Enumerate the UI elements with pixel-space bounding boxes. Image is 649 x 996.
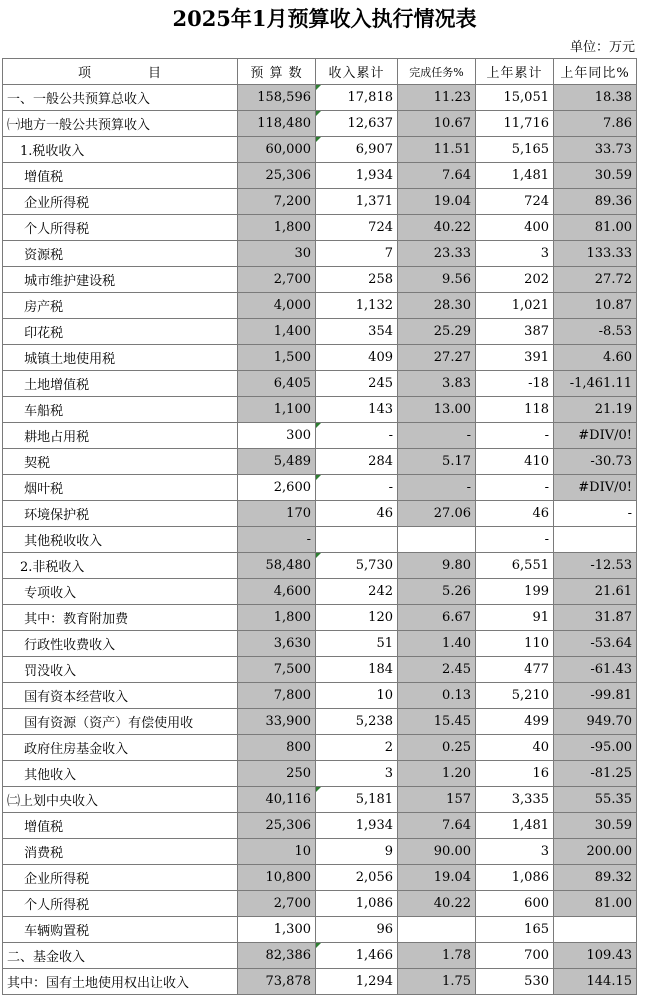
header-last-year: 上年累计: [476, 59, 554, 85]
row-last-year: -18: [476, 371, 554, 397]
row-budget: 60,000: [238, 137, 316, 163]
row-name: 罚没收入: [3, 657, 238, 683]
row-completion: 7.64: [398, 813, 476, 839]
row-last-year: 1,481: [476, 813, 554, 839]
row-budget: 158,596: [238, 85, 316, 111]
header-item: 项 目: [3, 59, 238, 85]
row-name: 专项收入: [3, 579, 238, 605]
row-cumulative: 2,056: [316, 865, 398, 891]
row-yoy: 144.15: [554, 969, 637, 995]
row-last-year: 6,551: [476, 553, 554, 579]
row-cumulative: 258: [316, 267, 398, 293]
table-row: [3, 579, 637, 605]
row-yoy: 109.43: [554, 943, 637, 969]
row-completion: 27.06: [398, 501, 476, 527]
row-last-year: 1,021: [476, 293, 554, 319]
row-last-year: 199: [476, 579, 554, 605]
row-completion: [398, 527, 476, 553]
row-budget: 25,306: [238, 163, 316, 189]
row-name: 城市维护建设税: [3, 267, 238, 293]
row-budget: -: [238, 527, 316, 553]
row-name: 其他税收收入: [3, 527, 238, 553]
row-cumulative: 10: [316, 683, 398, 709]
row-completion: 19.04: [398, 865, 476, 891]
row-yoy: 81.00: [554, 215, 637, 241]
row-name: 个人所得税: [3, 215, 238, 241]
row-budget: 1,400: [238, 319, 316, 345]
table-row: [3, 839, 637, 865]
header-yoy: 上年同比%: [554, 59, 637, 85]
table-row: [3, 891, 637, 917]
row-last-year: 600: [476, 891, 554, 917]
row-completion: 2.45: [398, 657, 476, 683]
table-row: [3, 345, 637, 371]
row-cumulative: 5,181: [316, 787, 398, 813]
table-row: [3, 449, 637, 475]
row-cumulative: 1,294: [316, 969, 398, 995]
row-cumulative: 143: [316, 397, 398, 423]
row-name: 2.非税收入: [3, 553, 238, 579]
budget-table: [2, 58, 637, 995]
row-yoy: 30.59: [554, 163, 637, 189]
row-cumulative: 12,637: [316, 111, 398, 137]
row-yoy: 21.19: [554, 397, 637, 423]
row-cumulative: 3: [316, 761, 398, 787]
row-cumulative: 184: [316, 657, 398, 683]
row-cumulative: 354: [316, 319, 398, 345]
row-completion: 10.67: [398, 111, 476, 137]
row-completion: 40.22: [398, 891, 476, 917]
table-row: [3, 813, 637, 839]
row-budget: 30: [238, 241, 316, 267]
row-budget: 800: [238, 735, 316, 761]
row-completion: 9.56: [398, 267, 476, 293]
row-cumulative: 2: [316, 735, 398, 761]
row-last-year: -: [476, 423, 554, 449]
row-name: 1.税收收入: [3, 137, 238, 163]
row-name: 增值税: [3, 163, 238, 189]
row-budget: 25,306: [238, 813, 316, 839]
row-name: 城镇土地使用税: [3, 345, 238, 371]
row-completion: 157: [398, 787, 476, 813]
row-last-year: 410: [476, 449, 554, 475]
table-row: [3, 657, 637, 683]
row-last-year: 110: [476, 631, 554, 657]
row-cumulative: 1,086: [316, 891, 398, 917]
row-yoy: -8.53: [554, 319, 637, 345]
row-completion: 5.17: [398, 449, 476, 475]
row-last-year: 40: [476, 735, 554, 761]
row-budget: 4,000: [238, 293, 316, 319]
row-name: 二、基金收入: [3, 943, 238, 969]
row-name: 一、一般公共预算总收入: [3, 85, 238, 111]
row-yoy: -53.64: [554, 631, 637, 657]
row-name: 国有资源（资产）有偿使用收: [3, 709, 238, 735]
row-completion: 90.00: [398, 839, 476, 865]
table-row: [3, 85, 637, 111]
row-budget: 58,480: [238, 553, 316, 579]
row-yoy: -81.25: [554, 761, 637, 787]
row-yoy: -95.00: [554, 735, 637, 761]
table-row: [3, 865, 637, 891]
row-budget: 7,200: [238, 189, 316, 215]
row-completion: 11.23: [398, 85, 476, 111]
row-budget: 4,600: [238, 579, 316, 605]
table-row: [3, 969, 637, 995]
row-last-year: 15,051: [476, 85, 554, 111]
row-name: 消费税: [3, 839, 238, 865]
row-budget: 1,300: [238, 917, 316, 943]
table-row: [3, 241, 637, 267]
row-budget: 40,116: [238, 787, 316, 813]
row-yoy: 4.60: [554, 345, 637, 371]
row-cumulative: 6,907: [316, 137, 398, 163]
row-name: ㈡上划中央收入: [3, 787, 238, 813]
row-cumulative: 17,818: [316, 85, 398, 111]
row-yoy: -99.81: [554, 683, 637, 709]
row-completion: 28.30: [398, 293, 476, 319]
row-budget: 3,630: [238, 631, 316, 657]
row-last-year: 11,716: [476, 111, 554, 137]
row-last-year: 477: [476, 657, 554, 683]
table-row: [3, 215, 637, 241]
row-completion: 9.80: [398, 553, 476, 579]
row-completion: 11.51: [398, 137, 476, 163]
header-budget: 预 算 数: [238, 59, 316, 85]
row-cumulative: 1,132: [316, 293, 398, 319]
row-yoy: 10.87: [554, 293, 637, 319]
row-budget: 2,600: [238, 475, 316, 501]
table-row: [3, 943, 637, 969]
row-budget: 1,500: [238, 345, 316, 371]
row-cumulative: 51: [316, 631, 398, 657]
row-name: 行政性收费收入: [3, 631, 238, 657]
row-name: 企业所得税: [3, 189, 238, 215]
row-name: 政府住房基金收入: [3, 735, 238, 761]
row-completion: 1.20: [398, 761, 476, 787]
row-completion: -: [398, 423, 476, 449]
table-row: [3, 553, 637, 579]
row-last-year: 400: [476, 215, 554, 241]
row-cumulative: 242: [316, 579, 398, 605]
row-name: 其他收入: [3, 761, 238, 787]
table-row: [3, 371, 637, 397]
row-completion: 15.45: [398, 709, 476, 735]
row-budget: 118,480: [238, 111, 316, 137]
table-row: [3, 397, 637, 423]
table-row: [3, 631, 637, 657]
row-yoy: 949.70: [554, 709, 637, 735]
row-yoy: -30.73: [554, 449, 637, 475]
row-name: 国有资本经营收入: [3, 683, 238, 709]
row-yoy: -: [554, 501, 637, 527]
row-last-year: -: [476, 527, 554, 553]
row-cumulative: 245: [316, 371, 398, 397]
row-cumulative: 1,371: [316, 189, 398, 215]
row-budget: 1,100: [238, 397, 316, 423]
header-cumulative: 收入累计: [316, 59, 398, 85]
row-budget: 10,800: [238, 865, 316, 891]
table-row: [3, 319, 637, 345]
row-last-year: 530: [476, 969, 554, 995]
row-name: 个人所得税: [3, 891, 238, 917]
row-yoy: 33.73: [554, 137, 637, 163]
row-yoy: 200.00: [554, 839, 637, 865]
row-yoy: 7.86: [554, 111, 637, 137]
table-row: [3, 917, 637, 943]
row-cumulative: 409: [316, 345, 398, 371]
row-completion: 25.29: [398, 319, 476, 345]
row-completion: 1.78: [398, 943, 476, 969]
row-completion: 0.13: [398, 683, 476, 709]
row-cumulative: -: [316, 475, 398, 501]
row-yoy: 55.35: [554, 787, 637, 813]
row-last-year: 46: [476, 501, 554, 527]
row-yoy: 27.72: [554, 267, 637, 293]
row-yoy: -1,461.11: [554, 371, 637, 397]
table-row: [3, 163, 637, 189]
row-name: 环境保护税: [3, 501, 238, 527]
row-last-year: -: [476, 475, 554, 501]
row-budget: 1,800: [238, 215, 316, 241]
row-cumulative: 120: [316, 605, 398, 631]
row-completion: 27.27: [398, 345, 476, 371]
row-yoy: 21.61: [554, 579, 637, 605]
row-last-year: 3,335: [476, 787, 554, 813]
table-row: [3, 709, 637, 735]
row-last-year: 1,481: [476, 163, 554, 189]
row-name: 烟叶税: [3, 475, 238, 501]
row-completion: 3.83: [398, 371, 476, 397]
row-completion: 1.75: [398, 969, 476, 995]
table-row: [3, 267, 637, 293]
row-budget: 33,900: [238, 709, 316, 735]
row-completion: [398, 917, 476, 943]
row-budget: 7,800: [238, 683, 316, 709]
row-completion: 1.40: [398, 631, 476, 657]
row-yoy: 31.87: [554, 605, 637, 631]
row-last-year: 3: [476, 241, 554, 267]
row-last-year: 3: [476, 839, 554, 865]
row-cumulative: 724: [316, 215, 398, 241]
row-yoy: 81.00: [554, 891, 637, 917]
table-row: [3, 475, 637, 501]
row-completion: 13.00: [398, 397, 476, 423]
row-budget: 6,405: [238, 371, 316, 397]
row-last-year: 724: [476, 189, 554, 215]
table-row: [3, 293, 637, 319]
row-name: 车辆购置税: [3, 917, 238, 943]
table-row: [3, 605, 637, 631]
table-row: [3, 527, 637, 553]
header-completion: 完成任务%: [398, 59, 476, 85]
row-yoy: 30.59: [554, 813, 637, 839]
row-budget: 10: [238, 839, 316, 865]
row-yoy: -61.43: [554, 657, 637, 683]
row-completion: 5.26: [398, 579, 476, 605]
row-name: 房产税: [3, 293, 238, 319]
row-budget: 2,700: [238, 267, 316, 293]
table-row: [3, 735, 637, 761]
row-cumulative: 5,730: [316, 553, 398, 579]
row-last-year: 387: [476, 319, 554, 345]
row-yoy: [554, 527, 637, 553]
row-cumulative: 9: [316, 839, 398, 865]
row-yoy: 89.36: [554, 189, 637, 215]
table-row: [3, 761, 637, 787]
row-budget: 170: [238, 501, 316, 527]
row-budget: 82,386: [238, 943, 316, 969]
row-name: 耕地占用税: [3, 423, 238, 449]
row-cumulative: 7: [316, 241, 398, 267]
row-name: ㈠地方一般公共预算收入: [3, 111, 238, 137]
row-cumulative: 1,934: [316, 813, 398, 839]
row-yoy: 18.38: [554, 85, 637, 111]
row-name: 其中：教育附加费: [3, 605, 238, 631]
table-row: [3, 111, 637, 137]
row-budget: 2,700: [238, 891, 316, 917]
table-row: [3, 137, 637, 163]
row-completion: 40.22: [398, 215, 476, 241]
row-completion: 19.04: [398, 189, 476, 215]
row-cumulative: 46: [316, 501, 398, 527]
row-yoy: #DIV/0!: [554, 423, 637, 449]
row-last-year: 391: [476, 345, 554, 371]
table-row: [3, 501, 637, 527]
row-completion: -: [398, 475, 476, 501]
row-yoy: 133.33: [554, 241, 637, 267]
row-completion: 6.67: [398, 605, 476, 631]
row-yoy: -12.53: [554, 553, 637, 579]
row-last-year: 5,210: [476, 683, 554, 709]
row-budget: 7,500: [238, 657, 316, 683]
row-last-year: 91: [476, 605, 554, 631]
row-budget: 73,878: [238, 969, 316, 995]
row-yoy: [554, 917, 637, 943]
row-name: 车船税: [3, 397, 238, 423]
page-title: 2025年1月预算收入执行情况表: [172, 6, 477, 31]
row-cumulative: 284: [316, 449, 398, 475]
row-budget: 250: [238, 761, 316, 787]
row-completion: 7.64: [398, 163, 476, 189]
row-last-year: 700: [476, 943, 554, 969]
row-last-year: 118: [476, 397, 554, 423]
row-name: 土地增值税: [3, 371, 238, 397]
table-row: [3, 787, 637, 813]
row-cumulative: 96: [316, 917, 398, 943]
row-budget: 1,800: [238, 605, 316, 631]
row-last-year: 202: [476, 267, 554, 293]
row-last-year: 16: [476, 761, 554, 787]
header-row: [3, 59, 637, 85]
row-yoy: #DIV/0!: [554, 475, 637, 501]
row-cumulative: 5,238: [316, 709, 398, 735]
row-name: 资源税: [3, 241, 238, 267]
row-completion: 0.25: [398, 735, 476, 761]
row-last-year: 165: [476, 917, 554, 943]
row-name: 增值税: [3, 813, 238, 839]
row-budget: 5,489: [238, 449, 316, 475]
row-last-year: 5,165: [476, 137, 554, 163]
row-cumulative: 1,934: [316, 163, 398, 189]
row-last-year: 1,086: [476, 865, 554, 891]
unit-label: 单位：万元: [569, 40, 635, 55]
row-name: 契税: [3, 449, 238, 475]
row-completion: 23.33: [398, 241, 476, 267]
row-name: 企业所得税: [3, 865, 238, 891]
row-last-year: 499: [476, 709, 554, 735]
table-row: [3, 683, 637, 709]
row-cumulative: -: [316, 423, 398, 449]
row-name: 其中：国有土地使用权出让收入: [3, 969, 238, 995]
row-cumulative: [316, 527, 398, 553]
table-row: [3, 423, 637, 449]
table-row: [3, 189, 637, 215]
row-cumulative: 1,466: [316, 943, 398, 969]
row-name: 印花税: [3, 319, 238, 345]
row-yoy: 89.32: [554, 865, 637, 891]
row-budget: 300: [238, 423, 316, 449]
